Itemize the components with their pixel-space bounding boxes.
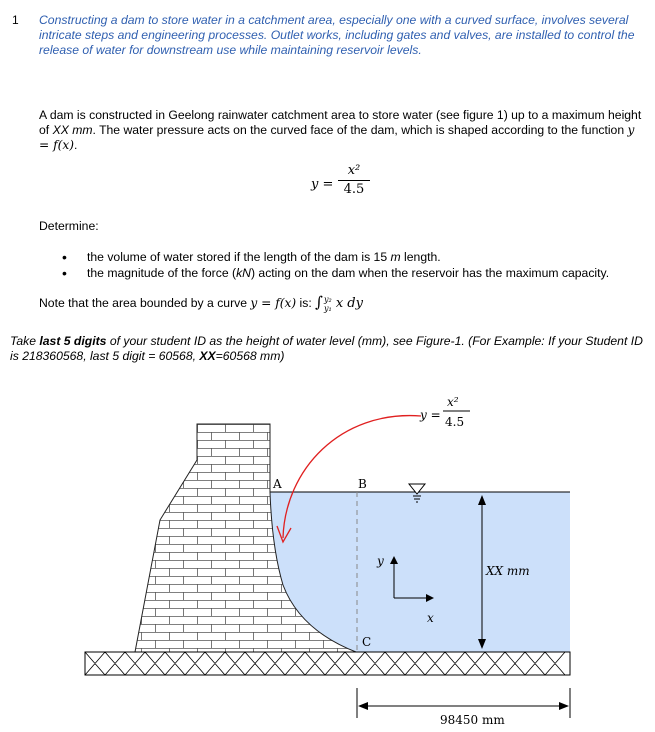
axis-y-label: y — [377, 554, 384, 568]
intro-text: Constructing a dam to store water in a catchment area, especially one with a curved surface, involves several intricate steps and engineering processes. Outlet works, including gates and valves, are installed to control the release of water for downstream use while maintaining reservoir levels. — [39, 13, 635, 57]
paragraph-part1: A dam is constructed in Geelong rainwater catchment area to store water (see figure 1) up to a maximum height of — [39, 108, 642, 137]
question-number: 1 — [12, 13, 19, 27]
axis-x-label: x — [427, 611, 434, 625]
figure-equation-lhs: y = — [420, 408, 441, 422]
determine-label: Determine: — [39, 219, 99, 233]
integrand: x dy — [331, 296, 363, 311]
label-a: A — [273, 477, 282, 491]
figure-equation-numerator: x² — [447, 395, 459, 409]
list-item: • the magnitude of the force (kN) acting on the dam when the reservoir has the maximum capacity. — [60, 266, 609, 281]
equation-denominator: 4.5 — [343, 182, 365, 197]
integral-note: Note that the area bounded by a curve y = f(x) is: ∫ y₂ y₁ x dy — [39, 293, 363, 313]
list-item: • the volume of water stored if the length of the dam is 15 m length. — [60, 250, 609, 265]
instruction-text: Take last 5 digits of your student ID as the height of water level (mm), see Figure-1. (For Example: If your Student ID is 218360568, last 5 digit = 60568, XX=60568 mm) — [10, 334, 643, 363]
equation-numerator: x² — [347, 163, 361, 178]
label-c: C — [362, 635, 372, 649]
paragraph-function: y = f(x) — [39, 123, 635, 152]
width-label: 98450 mm — [440, 713, 505, 727]
integral-upper-limit: y₂ — [323, 294, 332, 304]
integral-lower-limit: y₁ — [323, 303, 332, 313]
height-label: XX mm — [486, 564, 530, 578]
paragraph-part2: . The water pressure acts on the curved face of the dam, which is shaped according to the function — [92, 123, 628, 137]
figure-equation-denominator: 4.5 — [445, 415, 465, 429]
label-b: B — [358, 477, 367, 491]
paragraph-part3: . — [73, 138, 78, 152]
equation-lhs: y = — [311, 177, 334, 192]
integral-sign: ∫ — [315, 293, 323, 311]
paragraph-xx: XX mm — [52, 123, 93, 137]
